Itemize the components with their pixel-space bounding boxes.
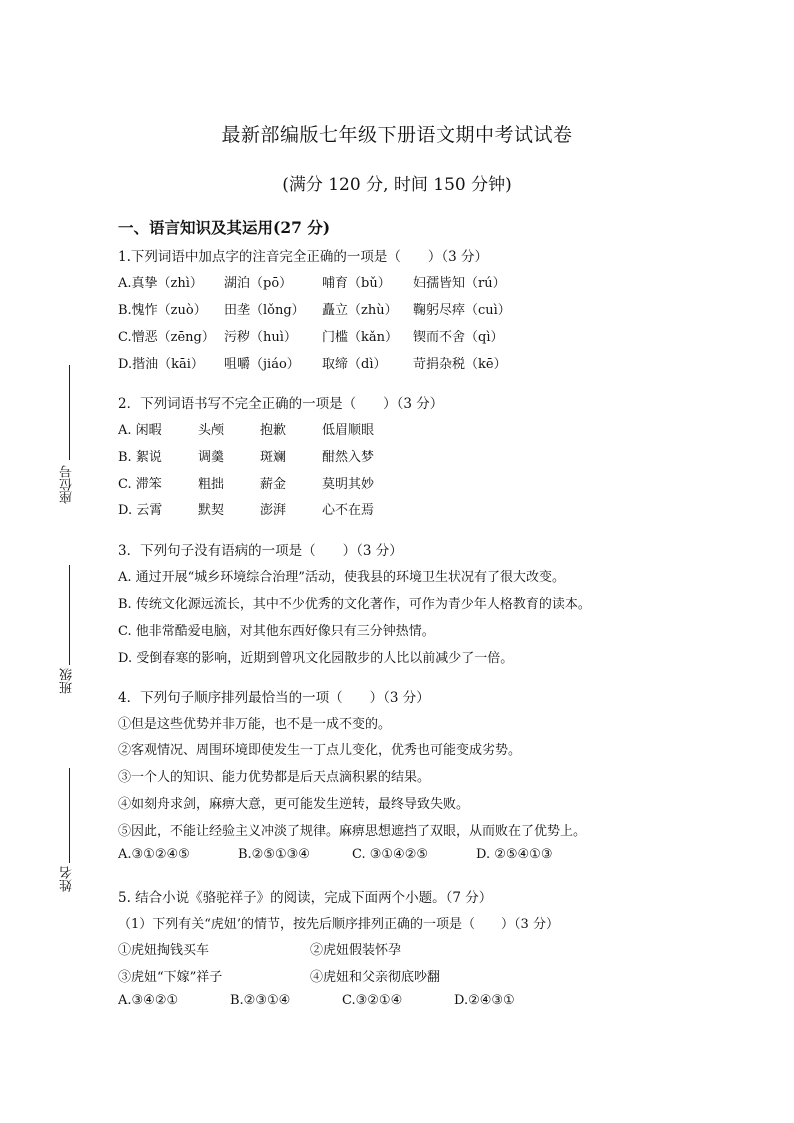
q3-option-d: D. 受倒春寒的影响，近期到曾巩文化园散步的人比以前减少了一倍。 [118, 651, 514, 666]
q2-d-1: D. 云霄 [118, 503, 163, 518]
q2-d-2: 默契 [198, 503, 225, 518]
section-heading: 一、语言知识及其运用(27 分) [118, 218, 331, 237]
q1-c-1: C.憎恶（zēng） [118, 330, 215, 345]
side-label-class: 班级 [60, 668, 75, 694]
q4-sentence-2: ②客观情况、周围环境即使发生一丁点儿变化，优秀也可能变成劣势。 [118, 743, 522, 758]
q2-d-4: 心不在焉 [322, 503, 375, 518]
q2-d-3: 澎湃 [260, 503, 287, 518]
q4-answer-b: B.②⑤①③④ [238, 847, 310, 862]
q3-stem: 3．下列句子没有语病的一项是（ ）（3 分） [118, 543, 403, 559]
q1-c-4: 锲而不舍（qì） [413, 330, 504, 345]
side-line-name [69, 768, 70, 863]
side-label-seat: 座位号 [60, 465, 75, 504]
q1-a-2: 湖泊（pō） [224, 276, 293, 291]
q4-answer-d: D. ②⑤④①③ [476, 847, 553, 862]
q5-answer-c: C.③②①④ [342, 993, 403, 1008]
q2-c-4: 莫明其妙 [322, 477, 375, 492]
q2-b-2: 调羹 [198, 450, 225, 465]
q4-sentence-1: ①但是这些优势并非万能，也不是一成不变的。 [118, 717, 392, 732]
q5-answer-d: D.②④③① [454, 993, 515, 1008]
q2-b-1: B. 絮说 [118, 450, 162, 465]
q2-a-3: 抱歉 [260, 423, 287, 438]
q1-d-1: D.揩油（kāi） [118, 357, 204, 372]
q4-stem: 4．下列句子顺序排列最恰当的一项（ ）（3 分） [118, 690, 430, 706]
q1-b-1: B.愧怍（zuò） [118, 303, 207, 318]
q5-event-3: ③虎妞“下嫁”祥子 [118, 970, 223, 985]
exam-title: 最新部编版七年级下册语文期中考试试卷 [221, 124, 573, 146]
q5-answer-b: B.②③①④ [230, 993, 291, 1008]
q1-c-3: 门槛（kǎn） [322, 330, 399, 345]
q2-stem: 2．下列词语书写不完全正确的一项是（ ）（3 分） [118, 396, 444, 412]
exam-subtitle: (满分 120 分, 时间 150 分钟) [282, 175, 512, 195]
q3-option-b: B. 传统文化源远流长，其中不少优秀的文化著作，可作为青少年人格教育的读本。 [118, 597, 591, 612]
side-label-name: 姓名 [60, 866, 75, 892]
q2-a-2: 头颅 [198, 423, 225, 438]
side-line-class [69, 565, 70, 665]
q5-event-4: ④虎妞和父亲彻底吵翻 [310, 970, 441, 985]
q4-answer-a: A.③①②④⑤ [118, 847, 190, 862]
q4-sentence-3: ③一个人的知识、能力优势都是后天点滴积累的结果。 [118, 770, 431, 785]
q3-option-c: C. 他非常酷爱电脑，对其他东西好像只有三分钟热情。 [118, 624, 435, 639]
q5-answer-a: A.③④②① [118, 993, 179, 1008]
q2-c-1: C. 滞笨 [118, 477, 162, 492]
q2-a-4: 低眉顺眼 [322, 423, 375, 438]
q1-stem: 1.下列词语中加点字的注音完全正确的一项是（ ）（3 分） [118, 249, 489, 265]
q5-stem: 5. 结合小说《骆驼祥子》的阅读，完成下面两个小题。（7 分） [118, 890, 493, 906]
q1-b-4: 鞠躬尽瘁（cuì） [413, 303, 511, 318]
q4-answer-c: C. ③①④②⑤ [352, 847, 429, 862]
q1-d-3: 取缔（dì） [322, 357, 387, 372]
q1-a-3: 哺育（bǔ） [322, 276, 391, 291]
q3-option-a: A. 通过开展“城乡环境综合治理”活动，使我县的环境卫生状况有了很大改变。 [118, 570, 565, 585]
q5-event-1: ①虎妞掏钱买车 [118, 943, 210, 958]
q1-a-1: A.真挚（zhì） [118, 276, 203, 291]
side-line-seat [69, 365, 70, 460]
q5-event-2: ②虎妞假装怀孕 [310, 943, 402, 958]
q1-a-4: 妇孺皆知（rú） [413, 276, 506, 291]
q2-c-3: 薪金 [260, 477, 287, 492]
q2-b-3: 斑斓 [260, 450, 287, 465]
q4-sentence-5: ⑤因此，不能让经验主义冲淡了规律。麻痹思想遮挡了双眼，从而败在了优势上。 [118, 824, 587, 839]
q4-sentence-4: ④如刻舟求剑，麻痹大意，更可能发生逆转，最终导致失败。 [118, 797, 470, 812]
q1-c-2: 污秽（huì） [224, 330, 297, 345]
q2-a-1: A. 闲暇 [118, 423, 162, 438]
q1-b-2: 田垄（lǒng） [224, 303, 305, 318]
q1-d-4: 苛捐杂税（kē） [413, 357, 507, 372]
q1-d-2: 咀嚼（jiáo） [224, 357, 300, 372]
q5-sub1: （1）下列有关“虎妞’的情节，按先后顺序排列正确的一项是（ ）（3 分） [118, 917, 559, 932]
q2-b-4: 酣然入梦 [322, 450, 375, 465]
q2-c-2: 粗拙 [198, 477, 225, 492]
q1-b-3: 矗立（zhù） [322, 303, 398, 318]
